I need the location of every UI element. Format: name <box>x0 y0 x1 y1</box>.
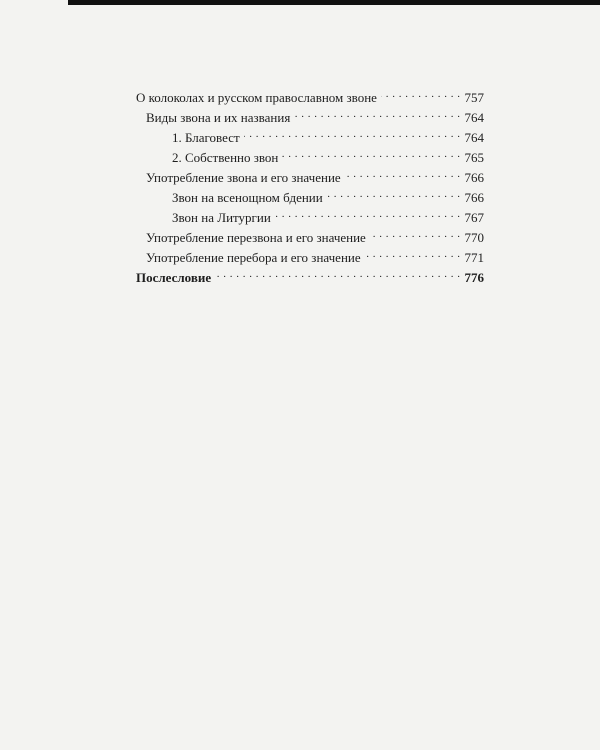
toc-entry[interactable] <box>172 186 484 205</box>
toc-entry[interactable] <box>172 146 484 165</box>
toc-entry-afterword[interactable] <box>136 266 484 285</box>
toc-entry-title: О колоколах и русском православном звоне <box>136 90 377 105</box>
toc-entry-page: 765 <box>464 150 484 165</box>
toc-entry[interactable] <box>146 166 484 185</box>
toc-entry-title: Виды звона и их названия <box>146 110 291 125</box>
toc-dot-leader <box>327 186 461 202</box>
toc-entry-page: 757 <box>464 90 484 105</box>
toc-dot-leader <box>370 226 461 242</box>
toc-entry-title: 1. Благовест <box>172 130 240 145</box>
toc-entry-title: Употребление перезвона и его значение <box>146 230 366 245</box>
toc-entry-title: 2. Собственно звон <box>172 150 279 165</box>
toc-entry[interactable] <box>172 206 484 225</box>
toc-entry-page: 764 <box>464 110 484 125</box>
toc-dot-leader <box>381 86 461 102</box>
toc-dot-leader <box>215 266 460 282</box>
toc-entry-page: 776 <box>464 270 484 285</box>
toc-entry-page: 764 <box>464 130 484 145</box>
toc-entry-title: Звон на Литургии <box>172 210 271 225</box>
toc-dot-leader <box>294 106 460 122</box>
toc-entry[interactable] <box>146 106 484 125</box>
toc-entry[interactable] <box>172 126 484 145</box>
toc-dot-leader <box>244 126 461 142</box>
toc-entry[interactable] <box>146 226 484 245</box>
toc-entry-page: 767 <box>464 210 484 225</box>
toc-dot-leader <box>275 206 461 222</box>
toc-entry[interactable] <box>146 246 484 265</box>
toc-entry-title: Употребление перебора и его значение <box>146 250 361 265</box>
toc-entry-page: 771 <box>464 250 484 265</box>
toc-dot-leader <box>282 146 460 162</box>
toc-entry-title: Звон на всенощном бдении <box>172 190 323 205</box>
toc-entry-page: 770 <box>464 230 484 245</box>
toc-entry-page: 766 <box>464 170 484 185</box>
toc-entry-title: Послесловие <box>136 270 212 285</box>
toc-dot-leader <box>365 246 461 262</box>
toc-dot-leader <box>345 166 461 182</box>
toc-entry-page: 766 <box>464 190 484 205</box>
toc-entry-title: Употребление звона и его значение <box>146 170 341 185</box>
toc-entry[interactable] <box>136 86 484 105</box>
